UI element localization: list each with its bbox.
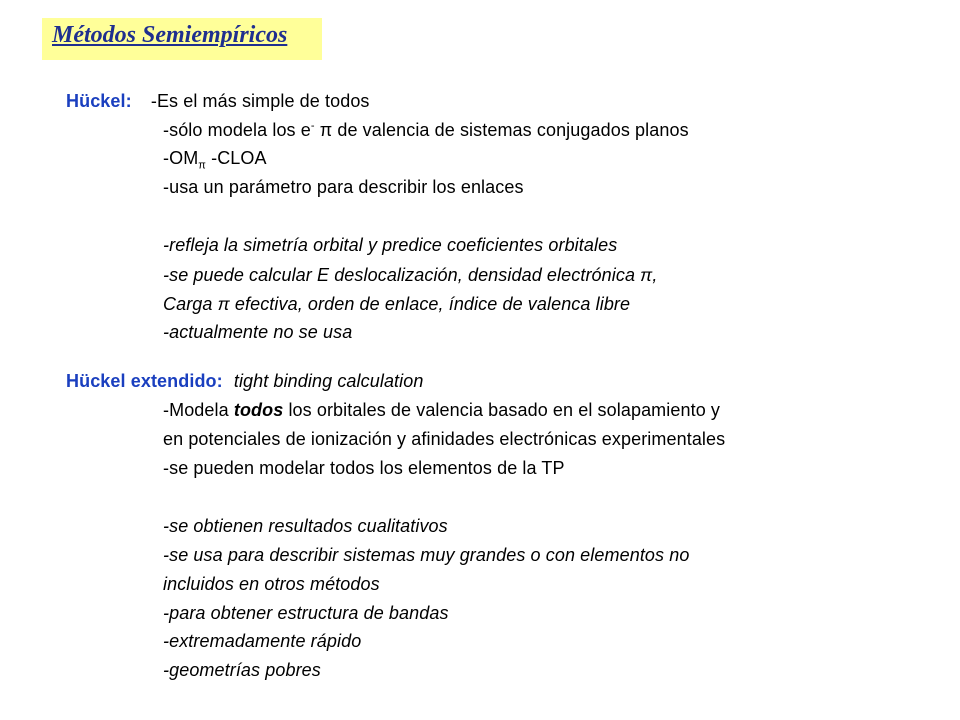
huckel-line-7: Carga π efectiva, orden de enlace, índice de valenca libre	[163, 294, 631, 314]
huckel-line-8: -actualmente no se usa	[163, 322, 353, 342]
huckel-line-6: -se puede calcular E deslocalización, densidad electrónica π,	[163, 265, 658, 285]
extended-intro: tight binding calculation	[233, 371, 424, 391]
huckel-first-line	[66, 90, 370, 112]
huckel-line-5: -refleja la simetría orbital y predice coeficientes orbitales	[163, 235, 618, 255]
huckel-line-3: $-OM_\pi$ -CLOA	[163, 148, 267, 172]
extended-line-9: -extremadamente rápido	[163, 631, 362, 651]
extended-heading: Hückel extendido:	[66, 371, 223, 391]
extended-line-4: -se pueden modelar todos los elementos de la TP	[163, 458, 565, 478]
extended-first-line	[66, 370, 423, 392]
huckel-line-2: -sólo modela los e- π de valencia de sistemas conjugados planos	[163, 120, 689, 140]
huckel-heading: Hückel:	[66, 91, 132, 111]
extended-line-3: en potenciales de ionización y afinidades electrónicas experimentales	[163, 429, 726, 449]
extended-line-10: -geometrías pobres	[163, 660, 321, 680]
page-title: Métodos Semiempíricos	[52, 22, 288, 48]
extended-line-6: -se usa para describir sistemas muy grandes o con elementos no	[163, 545, 690, 565]
extended-line-7: incluidos en otros métodos	[163, 574, 380, 594]
extended-line-8: -para obtener estructura de bandas	[163, 603, 449, 623]
huckel-line-4: -usa un parámetro para describir los enlaces	[163, 177, 524, 197]
extended-line-5: -se obtienen resultados cualitativos	[163, 516, 448, 536]
extended-line-2: -Modela todos los orbitales de valencia basado en el solapamiento y	[163, 400, 721, 420]
huckel-intro: -Es el más simple de todos	[150, 91, 370, 111]
